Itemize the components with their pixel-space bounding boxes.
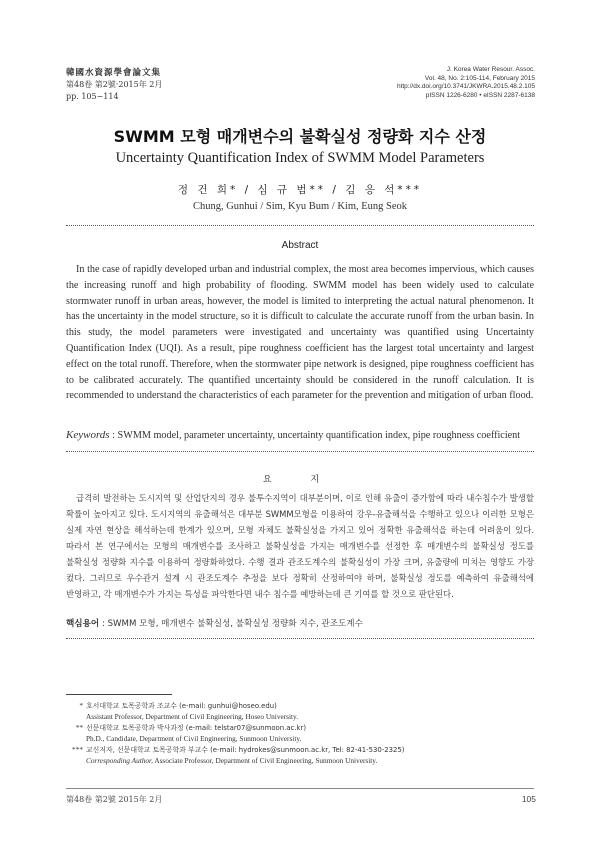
doi-link[interactable]: http://dx.doi.org/10.3741/JKWRA.2015.48.2.105 [396, 83, 535, 90]
divider [66, 225, 534, 226]
korean-keywords: 핵심용어 : SWMM 모형, 매개변수 불확실성, 불확실성 정량화 지수, 관조도계수 [66, 619, 363, 629]
keywords: Keywords : SWMM model, parameter uncertainty, uncertainty quantification index, pipe roughness coefficient [66, 429, 521, 441]
corresponding-author-label: Corresponding Author, [86, 755, 153, 765]
footnote-affiliation-ko: 교신저자, 선문대학교 토목공학과 부교수 (e-mail: hydrokes@sunmoon.ac.kr, Tel: 82-41-530-2325) [86, 746, 405, 754]
keywords-label: Keywords [66, 429, 110, 441]
footnote-mark: ** [75, 723, 83, 732]
title-english: Uncertainty Quantification Index of SWMM Model Parameters [115, 150, 485, 166]
authors-english: Chung, Gunhui / Sim, Kyu Bum / Kim, Eung Seok [192, 201, 408, 212]
issn: pISSN 1226-6280 • eISSN 2287-6138 [425, 91, 535, 99]
abstract-heading: Abstract [281, 240, 319, 251]
footnote-mark: * [79, 701, 83, 710]
divider [66, 638, 534, 639]
authors-korean: 정 건 희* / 심 규 범** / 김 응 석*** [177, 184, 423, 196]
footnote-rule [66, 694, 172, 695]
footer-volume: 第48卷 第2號 2015年 2月 [66, 795, 163, 804]
footnote-mark: *** [72, 745, 83, 754]
journal-pages: pp. 105~114 [66, 92, 119, 101]
page-number: 105 [521, 794, 536, 804]
journal-header-right [397, 66, 535, 100]
footnote-affiliation-ko: 호서대학교 토목공학과 조교수 (e-mail: gunhui@hoseo.edu) [86, 702, 277, 710]
korean-keywords-label: 핵심용어 [66, 619, 100, 629]
footnote-2 [66, 723, 536, 745]
journal-name-en: J. Korea Water Resour. Assoc. [446, 66, 535, 73]
divider [66, 451, 534, 452]
footnote-affiliation-en: Associate Professor, Department of Civil Engineering, Sunmoon University. [154, 755, 378, 765]
korean-abstract-heading: 요 지 [262, 475, 338, 485]
title-korean: SWMM 모형 매개변수의 불확실성 정량화 지수 산정 [113, 127, 487, 146]
footnote-affiliation-en: Ph.D., Candidate, Department of Civil Engineering, Sunmoon University. [86, 733, 302, 743]
journal-volume-ko: 第48卷 第2號·2015年 2月 [66, 80, 163, 89]
footnote-3 [66, 745, 536, 767]
keywords-text: SWMM model, parameter uncertainty, uncertainty quantification index, pipe roughness coefficient [117, 430, 521, 441]
footer-rule [66, 788, 534, 789]
journal-header-left [66, 67, 162, 103]
journal-volume-en: Vol. 48, No. 2:105-114, February 2015 [424, 74, 535, 82]
footnote-affiliation-en: Assistant Professor, Department of Civil Engineering, Hoseo University. [86, 711, 299, 721]
abstract-body: In the case of rapidly developed urban and industrial complex, the most area becomes impervious, which causes the increasing runoff and high probability of flooding. SWMM model has been widely used to calculate stormwater runoff in urban areas, however, the model is limited to interpreting the actual natural phenomenon. It has the uncertainty in the model structure, so it is difficult to calculate the accurate runoff from the urban basin. In this study, the model parameters were investigated and uncertainty was quantified using Uncertainty Quantification Index (UQI). As a result, pipe roughness coefficient has the largest total uncertainty and largest effect on the total runoff. Therefore, when the stormwater pipe network is designed, pipe roughness coefficient has to be calibrated accurately. The quantified uncertainty should be considered in the runoff calculation. It is recommended to understand the characteristics of each parameter for the prevention and mitigation of urban flood. [66, 264, 534, 402]
footnote-1 [66, 701, 536, 723]
footnote-affiliation-ko: 선문대학교 토목공학과 박사과정 (e-mail: telstar07@sunmoon.ac.kr) [86, 724, 307, 732]
journal-name-ko: 韓國水資源學會論文集 [66, 68, 162, 78]
korean-keywords-text: SWMM 모형, 매개변수 불확실성, 불확실성 정량화 지수, 관조도계수 [107, 619, 363, 629]
korean-abstract-body: 급격히 발전하는 도시지역 및 산업단지의 경우 불투수지역이 대부분이며, 이로 인해 유출이 증가함에 따라 내수침수가 발생할 확률이 높아지고 있다. 도시지역의 유출해석은 대부분 SWMM모형을 이용하여 강우-유출해석을 수행하고 있으나 이러한 모형은 실제 자연 현상을 해석하는데 한계가 있으며, 모형 자체도 불확실성을 가지고 있어 정확한 유출해석을 하는데 어려움이 있다. 따라서 본 연구에서는 모형의 매개변수를 조사하고 불확실성을 가지는 매개변수를 선정한 후 매개변수의 불확실성 정도를 불확실성 정량화 지수를 이용하여 정량화하였다. 수행 결과 관조도계수의 불확실성이 가장 크며, 유출량에 미치는 영향도 가장 컸다. 그러므로 우수관거 설계 시 관조도계수 추정을 보다 정확히 산정하여야 하며, 불확실성 정도를 예측하여 유출해석에 반영하고, 각 매개변수가 가지는 특성을 파악한다면 내수 침수를 예방하는데 큰 기여를 할 것으로 판단된다. [66, 493, 534, 599]
